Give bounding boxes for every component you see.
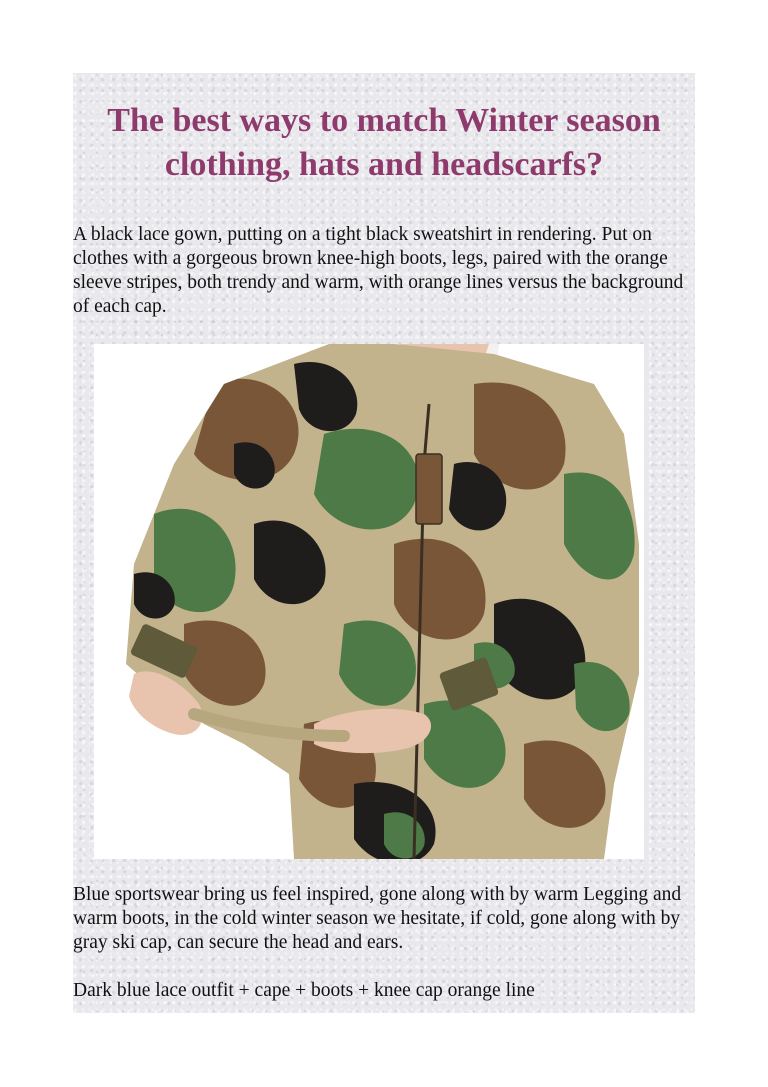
page-title: The best ways to match Winter season clothing, hats and headscarfs?: [107, 102, 661, 183]
jacket-camo: [94, 344, 644, 859]
document-page: [73, 73, 695, 1013]
paragraph-intro: A black lace gown, putting on a tight black sweatshirt in rendering. Put on clothes with a gorgeous brown knee-high boots, legs, paired with the orange sleeve stripes, both trendy and warm, with orange lines versus the background of each cap.: [73, 224, 684, 317]
paragraph-outfit: Dark blue lace outfit + cape + boots + knee cap orange line: [73, 980, 535, 1001]
camouflage-jacket-photo: [94, 344, 644, 859]
paragraph-sportswear: Blue sportswear bring us feel inspired, gone along with by warm Legging and warm boots, in the cold winter season we hesitate, if cold, gone along with by gray ski cap, can secure the head and ears.: [73, 884, 682, 953]
